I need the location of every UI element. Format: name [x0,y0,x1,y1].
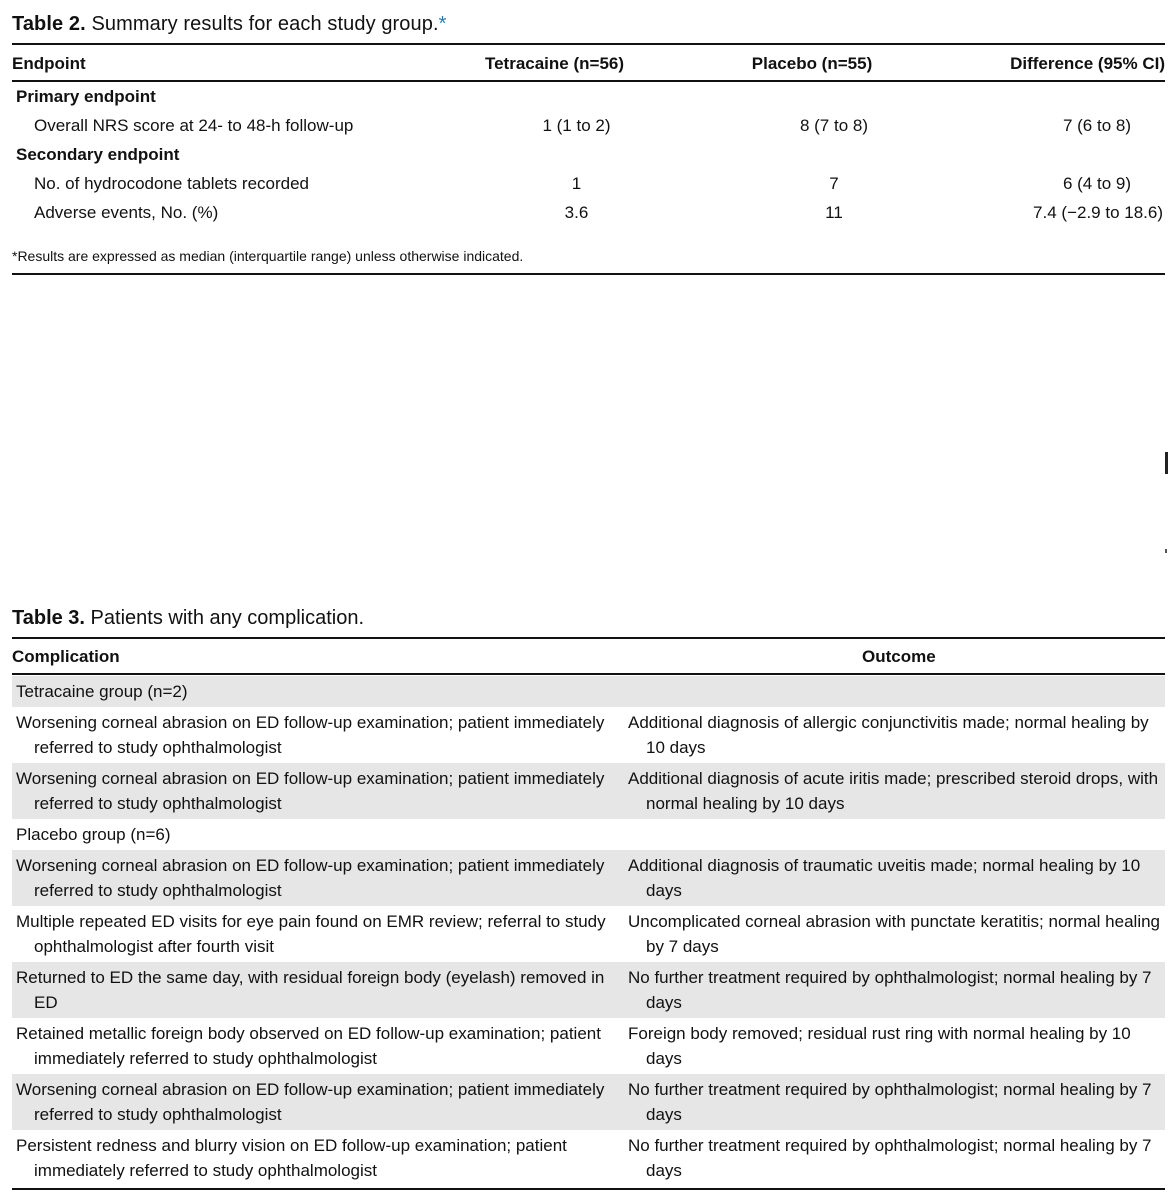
cell-outcome: No further treatment required by ophthalmologist; normal healing by 7 days [628,1136,1152,1180]
cell-outcome: Additional diagnosis of acute iritis made; prescribed steroid drops, with normal healing by 10 days [628,769,1159,813]
cell-placebo: 11 [825,202,843,222]
group-row-placebo [12,819,1165,850]
table2-header-row [12,46,1165,81]
table3-top-rule [12,637,1165,639]
table3-body [12,676,1165,1190]
cell-endpoint: Overall NRS score at 24- to 48-h follow-up [34,115,354,135]
cell-difference: 7 (6 to 8) [1062,115,1131,135]
cell-outcome: No further treatment required by ophthalmologist; normal healing by 7 days [628,968,1152,1012]
group-label: Secondary endpoint [16,144,180,164]
group-row-primary [12,82,1165,111]
cell-endpoint: No. of hydrocodone tablets recorded [34,173,310,193]
table2 [12,46,1165,81]
table2-top-rule [12,43,1165,45]
table3-caption-text: Patients with any complication. [85,607,365,629]
table3-bottom-rule [12,1188,1165,1190]
cell-difference: 6 (4 to 9) [1062,173,1131,193]
cell-difference: 7.4 (−2.9 to 18.6) [1033,202,1163,222]
group-label: Primary endpoint [16,86,156,106]
cell-outcome: Additional diagnosis of allergic conjunctivitis made; normal healing by 10 days [628,713,1149,757]
cell-complication: Worsening corneal abrasion on ED follow-up examination; patient immediately referred to study ophthalmologist [16,769,605,813]
table2-bottom-rule [12,273,1165,275]
header-endpoint: Endpoint [12,53,86,73]
header-placebo: Placebo (n=55) [751,53,873,73]
cell-complication: Returned to ED the same day, with residual foreign body (eyelash) removed in ED [16,968,605,1012]
cell-outcome: Additional diagnosis of traumatic uveitis made; normal healing by 10 days [628,856,1141,900]
cell-endpoint: Adverse events, No. (%) [34,202,219,222]
table-row [12,1018,1165,1074]
header-complication: Complication [12,647,120,666]
cell-placebo: 8 (7 to 8) [799,115,869,135]
header-difference: Difference (95% CI) [1010,53,1165,73]
table3-caption [12,607,364,630]
group-label: Tetracaine group (n=2) [16,682,188,701]
table3-caption-label: Table 3. [12,607,85,629]
cell-complication: Multiple repeated ED visits for eye pain found on EMR review; referral to study ophthalmologist after fourth visit [16,912,606,956]
table2-caption [12,13,447,36]
cell-outcome: No further treatment required by ophthalmologist; normal healing by 7 days [628,1080,1152,1124]
table-row [12,763,1165,819]
table-row [12,169,1165,198]
table-row [12,962,1165,1018]
table-row [12,198,1165,227]
group-row-tetracaine [12,676,1165,707]
table2-footnote-link[interactable]: * [438,13,447,35]
cell-outcome: Foreign body removed; residual rust ring with normal healing by 10 days [628,1024,1131,1068]
table2-caption-label: Table 2. [12,13,86,35]
cell-complication: Worsening corneal abrasion on ED follow-up examination; patient immediately referred to study ophthalmologist [16,713,605,757]
cell-complication: Persistent redness and blurry vision on ED follow-up examination; patient immediately referred to study ophthalmologist [16,1136,567,1180]
table2-footnote: *Results are expressed as median (interquartile range) unless otherwise indicated. [12,248,524,264]
table-row [12,906,1165,962]
table-row [12,1074,1165,1130]
group-row-secondary [12,140,1165,169]
table-row [12,111,1165,140]
table-row [12,850,1165,906]
cell-outcome: Uncomplicated corneal abrasion with punctate keratitis; normal healing by 7 days [628,912,1161,956]
table2-body [12,82,1165,227]
table2-caption-text: Summary results for each study group. [85,13,439,35]
cell-complication: Worsening corneal abrasion on ED follow-up examination; patient immediately referred to study ophthalmologist [16,1080,605,1124]
cell-tetracaine: 1 [571,173,582,193]
header-tetracaine: Tetracaine (n=56) [484,53,625,73]
table3-header-row [12,640,1165,674]
cell-complication: Retained metallic foreign body observed on ED follow-up examination; patient immediately referred to study ophthalmologist [16,1024,601,1068]
table-row [12,1130,1165,1186]
cell-placebo: 7 [829,173,839,193]
page-edge-dot [1165,549,1167,553]
cell-complication: Worsening corneal abrasion on ED follow-up examination; patient immediately referred to study ophthalmologist [16,856,605,900]
group-label: Placebo group (n=6) [16,825,171,844]
table-row [12,707,1165,763]
table3-header-rule [12,673,1165,675]
cell-tetracaine: 3.6 [564,202,589,222]
cell-tetracaine: 1 (1 to 2) [542,115,611,135]
header-outcome: Outcome [862,647,936,666]
